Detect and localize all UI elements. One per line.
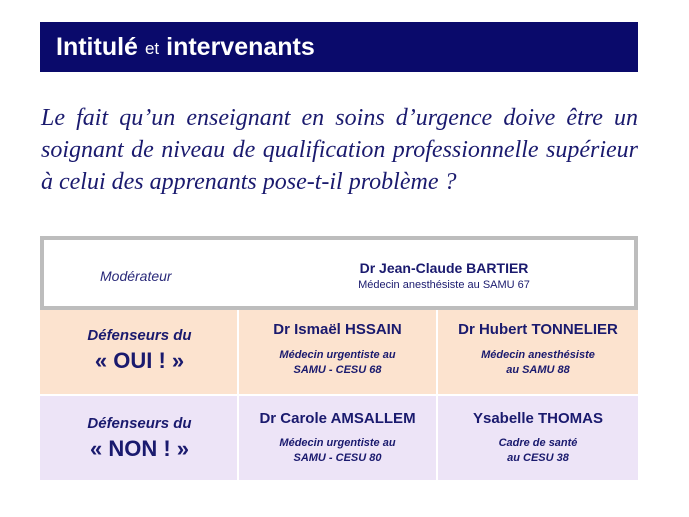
- speaker-name: Dr Ismaël HSSAIN: [273, 321, 402, 338]
- speaker-name: Dr Carole AMSALLEM: [259, 410, 416, 427]
- speaker-role-line2: SAMU - CESU 68: [293, 364, 382, 376]
- speaker-role-line1: Médecin urgentiste au: [279, 437, 396, 449]
- non-label-cell: [40, 396, 239, 480]
- speaker-name: Dr Hubert TONNELIER: [458, 321, 618, 338]
- oui-row: [40, 310, 638, 394]
- moderator-label: Modérateur: [100, 268, 172, 284]
- non-speaker-2: [438, 396, 638, 480]
- speaker-name: Ysabelle THOMAS: [472, 410, 604, 427]
- moderator-role: Médecin anesthésiste au SAMU 67: [358, 279, 530, 291]
- speaker-role-line1: Médecin anesthésiste: [481, 349, 595, 361]
- title-intitule: Intitulé: [56, 32, 138, 61]
- oui-answer: « OUI ! »: [94, 348, 185, 373]
- moderator-row: [40, 236, 638, 310]
- speaker-role-line1: Cadre de santé: [498, 437, 578, 449]
- slide-title-bar: [40, 22, 638, 72]
- speakers-table: [40, 236, 638, 482]
- oui-speaker-2: [438, 310, 638, 394]
- debate-question: Le fait qu’un enseignant en soins d’urgence doive être un soignant de niveau de qualification professionnelle supérieur à celui des apprenants pose-t-il problème ?: [41, 105, 638, 195]
- non-speaker-1: [239, 396, 438, 480]
- speaker-role-line1: Médecin urgentiste au: [279, 349, 396, 361]
- speaker-role-line2: SAMU - CESU 80: [293, 452, 382, 464]
- speaker-role-line2: au CESU 38: [507, 452, 569, 464]
- non-row: [40, 396, 638, 480]
- moderator-name: Dr Jean-Claude BARTIER: [359, 260, 529, 276]
- oui-label: Défenseurs du: [87, 327, 192, 344]
- non-label: Défenseurs du: [87, 415, 192, 432]
- oui-label-cell: [40, 310, 239, 394]
- speaker-role-line2: au SAMU 88: [506, 364, 570, 376]
- title-conjunction: et: [144, 39, 160, 58]
- non-answer: « NON ! »: [89, 436, 190, 461]
- oui-speaker-1: [239, 310, 438, 394]
- title-intervenants: intervenants: [166, 32, 315, 61]
